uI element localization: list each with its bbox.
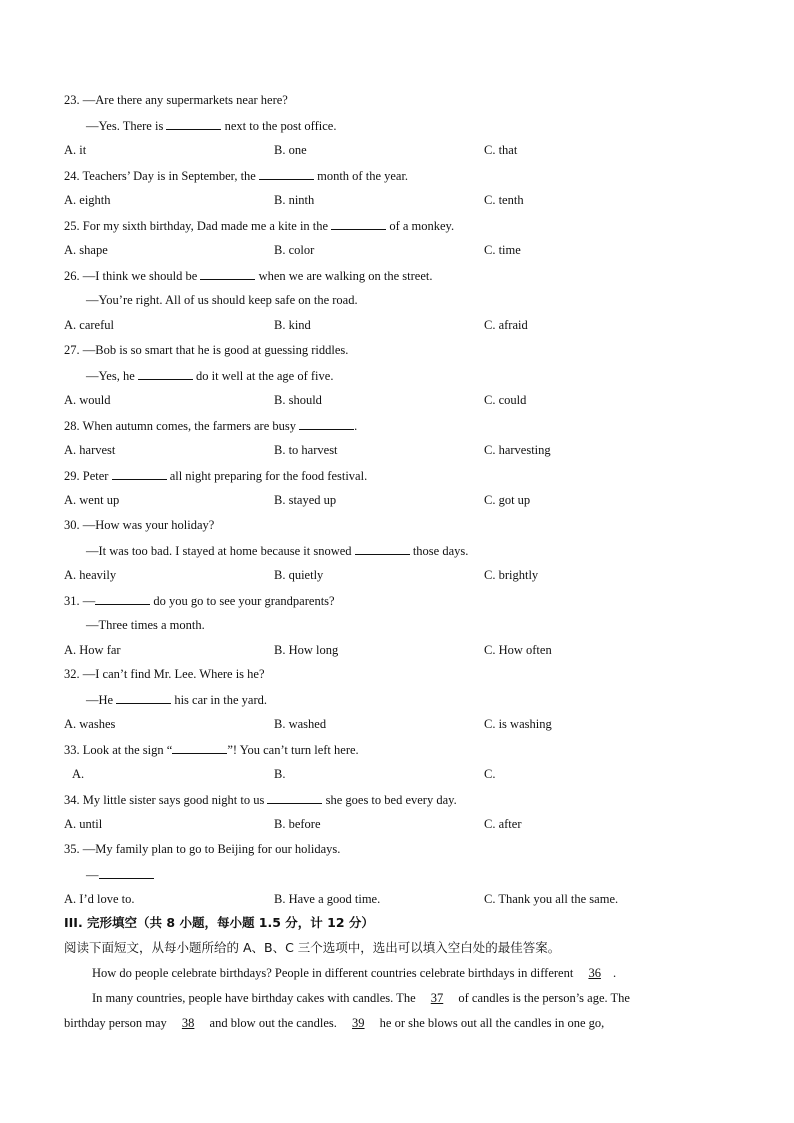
passage-text: In many countries, people have birthday cakes with candles. The [92,991,419,1005]
reply-text: his car in the yard. [171,693,268,707]
section-3-instruction: 阅读下面短文，从每小题所给的 A、B、C 三个选项中，选出可以填入空白处的最佳答案。 [64,940,561,955]
reply-text: — [86,868,99,882]
question-25-stem [64,217,454,234]
answer-blank[interactable] [172,741,227,754]
question-23-stem: 23. —Are there any supermarkets near here? [64,93,288,107]
question-27-stem: 27. —Bob is so smart that he is good at guessing riddles. [64,343,349,357]
option-c: C. is washing [484,717,552,731]
option-b: B. one [274,143,307,157]
answer-blank[interactable] [267,791,322,804]
question-23-reply [86,117,336,134]
option-c: C. tenth [484,193,524,207]
stem-text: 26. —I think we should be [64,269,201,283]
stem-text: 29. Peter [64,469,112,483]
reply-text: —Yes. There is [86,119,167,133]
stem-text: 24. Teachers’ Day is in September, the [64,169,259,183]
passage-text: birthday person may [64,1016,170,1030]
answer-blank[interactable] [299,417,354,430]
stem-text: month of the year. [313,169,409,183]
option-b: B. How long [274,643,339,657]
question-32-stem: 32. —I can’t find Mr. Lee. Where is he? [64,667,265,681]
stem-text: all night preparing for the food festival. [166,469,368,483]
answer-blank[interactable] [355,542,410,555]
reply-text: next to the post office. [221,119,337,133]
question-33-stem [64,741,359,758]
blank-38[interactable]: 38 [181,1016,195,1030]
answer-blank[interactable] [200,267,255,280]
option-b: B. to harvest [274,443,338,457]
passage-text: he or she blows out all the candles in one go, [376,1016,605,1030]
option-b: B. quietly [274,568,324,582]
section-3-title: III. 完形填空（共 8 小题，每小题 1.5 分，计 12 分） [64,915,374,930]
option-a: A. eighth [64,193,111,207]
option-b: B. [274,767,286,781]
question-35-stem: 35. —My family plan to go to Beijing for our holidays. [64,842,341,856]
question-26-stem [64,267,432,284]
reply-text: those days. [409,544,469,558]
passage-text: How do people celebrate birthdays? People in different countries celebrate birthdays in different [92,966,577,980]
answer-blank[interactable] [112,467,167,480]
stem-text: 34. My little sister says good night to us [64,793,268,807]
option-a: A. I’d love to. [64,892,135,906]
blank-37[interactable]: 37 [430,991,444,1005]
question-28-stem [64,417,357,434]
question-34-stem [64,791,457,808]
option-c: C. afraid [484,318,528,332]
question-30-reply [86,542,468,559]
reply-text: —He [86,693,117,707]
reply-text: —It was too bad. I stayed at home because it snowed [86,544,355,558]
question-35-reply [86,866,154,883]
option-c: C. that [484,143,518,157]
option-c: C. Thank you all the same. [484,892,619,906]
question-26-reply: —You’re right. All of us should keep safe on the road. [86,293,358,307]
answer-blank[interactable] [166,117,221,130]
stem-text: 33. Look at the sign “ [64,743,173,757]
option-b: B. before [274,817,321,831]
option-b: B. color [274,243,315,257]
stem-text: 28. When autumn comes, the farmers are busy [64,419,300,433]
question-27-reply [86,367,333,384]
answer-blank[interactable] [259,167,314,180]
option-c: C. [484,767,496,781]
question-31-stem [64,592,335,609]
option-b: B. should [274,393,322,407]
passage-line-2 [92,986,732,1011]
stem-text: 25. For my sixth birthday, Dad made me a kite in the [64,219,332,233]
answer-blank[interactable] [95,592,150,605]
stem-text: 31. — [64,594,96,608]
option-a: A. shape [64,243,108,257]
option-b: B. washed [274,717,327,731]
option-b: B. Have a good time. [274,892,381,906]
option-b: B. ninth [274,193,315,207]
reply-text: do it well at the age of five. [192,369,334,383]
option-c: C. got up [484,493,531,507]
option-a: A. went up [64,493,120,507]
stem-text: do you go to see your grandparents? [150,594,335,608]
option-a: A. [72,767,85,781]
passage-text: and blow out the candles. [206,1016,341,1030]
option-a: A. harvest [64,443,116,457]
answer-blank[interactable] [331,217,386,230]
stem-text: of a monkey. [386,219,455,233]
option-b: B. stayed up [274,493,337,507]
option-a: A. heavily [64,568,117,582]
option-a: A. washes [64,717,116,731]
answer-blank[interactable] [99,866,154,879]
option-c: C. harvesting [484,443,551,457]
option-c: C. How often [484,643,552,657]
stem-text: she goes to bed every day. [322,793,457,807]
option-a: A. until [64,817,103,831]
option-c: C. time [484,243,521,257]
question-30-stem: 30. —How was your holiday? [64,518,215,532]
question-24-stem [64,167,408,184]
option-b: B. kind [274,318,311,332]
answer-blank[interactable] [138,367,193,380]
option-a: A. careful [64,318,114,332]
stem-text: . [354,419,358,433]
option-a: A. would [64,393,111,407]
option-c: C. after [484,817,522,831]
stem-text: when we are walking on the street. [255,269,433,283]
question-29-stem [64,467,367,484]
blank-39[interactable]: 39 [352,1016,365,1030]
option-c: C. could [484,393,527,407]
passage-line-3 [64,1011,730,1036]
option-a: A. it [64,143,87,157]
stem-text: ”! You can’t turn left here. [227,743,359,757]
question-32-reply [86,691,267,708]
option-a: A. How far [64,643,121,657]
option-c: C. brightly [484,568,539,582]
reply-text: —Yes, he [86,369,138,383]
passage-text: of candles is the person’s age. The [455,991,630,1005]
answer-blank[interactable] [116,691,171,704]
passage-text: . [612,966,617,980]
question-31-reply: —Three times a month. [86,618,205,632]
passage-line-1 [92,961,732,986]
blank-36[interactable]: 36 [588,966,601,980]
